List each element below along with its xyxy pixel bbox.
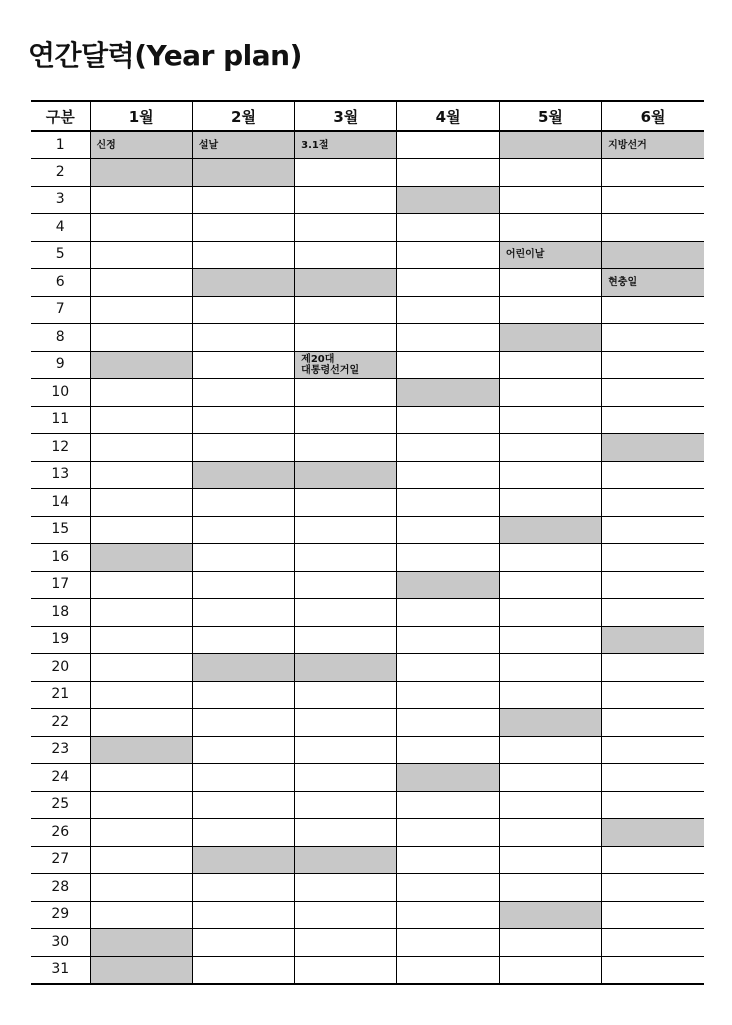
day-cell[interactable] [602, 186, 704, 214]
day-cell[interactable] [192, 461, 294, 489]
day-cell[interactable] [602, 269, 704, 297]
table-row [31, 159, 704, 187]
table-row [31, 434, 704, 462]
day-cell[interactable] [192, 214, 294, 242]
day-number: 25 [31, 791, 90, 819]
day-cell[interactable] [397, 241, 499, 269]
day-cell[interactable] [602, 296, 704, 324]
day-cell[interactable] [295, 681, 397, 709]
table-row [31, 764, 704, 792]
day-cell[interactable] [499, 764, 601, 792]
day-number: 26 [31, 819, 90, 847]
day-cell[interactable] [192, 269, 294, 297]
table-header [31, 101, 704, 131]
day-cell[interactable] [192, 159, 294, 187]
day-cell[interactable] [90, 846, 192, 874]
day-cell[interactable] [90, 324, 192, 352]
day-cell[interactable] [192, 874, 294, 902]
day-cell[interactable] [90, 296, 192, 324]
page-title: 연간달력(Year plan) [28, 39, 302, 72]
day-cell[interactable] [397, 764, 499, 792]
day-number: 19 [31, 626, 90, 654]
day-cell[interactable] [602, 901, 704, 929]
day-cell[interactable] [397, 379, 499, 407]
day-number: 15 [31, 516, 90, 544]
holiday-note: 신정 [96, 139, 116, 151]
day-cell[interactable] [295, 956, 397, 984]
day-cell[interactable] [90, 214, 192, 242]
day-cell[interactable] [192, 186, 294, 214]
day-cell[interactable] [295, 379, 397, 407]
day-cell[interactable] [192, 599, 294, 627]
day-cell[interactable] [192, 929, 294, 957]
day-cell[interactable] [90, 544, 192, 572]
day-cell[interactable] [397, 296, 499, 324]
day-cell[interactable] [499, 159, 601, 187]
year-plan-table [31, 100, 704, 985]
holiday-note: 제20대 대통령선거일 [301, 353, 360, 376]
day-cell[interactable] [90, 241, 192, 269]
day-cell[interactable] [499, 544, 601, 572]
day-cell[interactable] [499, 241, 601, 269]
day-number: 2 [31, 159, 90, 187]
day-cell[interactable] [397, 626, 499, 654]
day-cell[interactable] [602, 131, 704, 159]
day-number: 7 [31, 296, 90, 324]
day-cell[interactable] [295, 516, 397, 544]
day-cell[interactable] [397, 956, 499, 984]
day-cell[interactable] [90, 406, 192, 434]
holiday-note: 3.1절 [301, 139, 329, 151]
day-number: 30 [31, 929, 90, 957]
day-cell[interactable] [499, 296, 601, 324]
day-cell[interactable] [397, 929, 499, 957]
day-cell[interactable] [602, 874, 704, 902]
day-cell[interactable] [295, 324, 397, 352]
day-cell[interactable] [90, 736, 192, 764]
day-number: 22 [31, 709, 90, 737]
day-cell[interactable] [397, 736, 499, 764]
day-cell[interactable] [602, 929, 704, 957]
day-number: 4 [31, 214, 90, 242]
day-cell[interactable] [499, 379, 601, 407]
day-cell[interactable] [295, 131, 397, 159]
day-cell[interactable] [499, 901, 601, 929]
day-cell[interactable] [295, 709, 397, 737]
day-cell[interactable] [192, 241, 294, 269]
day-cell[interactable] [295, 874, 397, 902]
day-cell[interactable] [90, 351, 192, 379]
day-cell[interactable] [192, 709, 294, 737]
day-cell[interactable] [602, 434, 704, 462]
day-number: 14 [31, 489, 90, 517]
day-cell[interactable] [499, 874, 601, 902]
day-cell[interactable] [90, 791, 192, 819]
table-body [31, 131, 704, 984]
table-row [31, 819, 704, 847]
table-row [31, 901, 704, 929]
day-number: 3 [31, 186, 90, 214]
day-cell[interactable] [295, 846, 397, 874]
day-cell[interactable] [90, 131, 192, 159]
day-cell[interactable] [499, 956, 601, 984]
day-cell[interactable] [499, 186, 601, 214]
day-number: 28 [31, 874, 90, 902]
day-cell[interactable] [90, 929, 192, 957]
month-header: 5월 [499, 101, 601, 131]
day-cell[interactable] [499, 709, 601, 737]
day-cell[interactable] [602, 654, 704, 682]
month-header: 6월 [602, 101, 704, 131]
day-cell[interactable] [90, 901, 192, 929]
header-label: 구분 [31, 101, 90, 131]
day-cell[interactable] [602, 544, 704, 572]
day-cell[interactable] [295, 791, 397, 819]
header-row [31, 101, 704, 131]
day-cell[interactable] [90, 681, 192, 709]
table-row [31, 489, 704, 517]
day-cell[interactable] [90, 489, 192, 517]
day-cell[interactable] [499, 571, 601, 599]
day-cell[interactable] [192, 434, 294, 462]
table-row [31, 351, 704, 379]
day-cell[interactable] [499, 351, 601, 379]
day-cell[interactable] [295, 764, 397, 792]
day-cell[interactable] [192, 791, 294, 819]
day-cell[interactable] [397, 599, 499, 627]
day-cell[interactable] [602, 599, 704, 627]
day-cell[interactable] [295, 186, 397, 214]
day-cell[interactable] [295, 406, 397, 434]
day-cell[interactable] [602, 736, 704, 764]
day-cell[interactable] [192, 901, 294, 929]
day-number: 20 [31, 654, 90, 682]
table-row [31, 379, 704, 407]
day-cell[interactable] [602, 819, 704, 847]
holiday-note: 현충일 [608, 276, 638, 288]
table-row [31, 131, 704, 159]
table-row [31, 791, 704, 819]
table-row [31, 874, 704, 902]
day-cell[interactable] [90, 379, 192, 407]
table-row [31, 599, 704, 627]
day-cell[interactable] [192, 324, 294, 352]
table-row [31, 956, 704, 984]
day-cell[interactable] [295, 461, 397, 489]
holiday-note: 지방선거 [608, 139, 647, 151]
day-cell[interactable] [602, 709, 704, 737]
day-cell[interactable] [192, 351, 294, 379]
day-cell[interactable] [602, 461, 704, 489]
day-cell[interactable] [295, 571, 397, 599]
day-cell[interactable] [90, 461, 192, 489]
day-number: 1 [31, 131, 90, 159]
day-number: 9 [31, 351, 90, 379]
month-header: 3월 [295, 101, 397, 131]
day-cell[interactable] [295, 159, 397, 187]
day-cell[interactable] [499, 599, 601, 627]
table-row [31, 241, 704, 269]
table-row [31, 709, 704, 737]
day-cell[interactable] [90, 654, 192, 682]
day-cell[interactable] [397, 214, 499, 242]
day-cell[interactable] [397, 571, 499, 599]
day-cell[interactable] [499, 269, 601, 297]
day-cell[interactable] [499, 819, 601, 847]
day-cell[interactable] [499, 324, 601, 352]
day-cell[interactable] [192, 489, 294, 517]
day-cell[interactable] [90, 709, 192, 737]
day-cell[interactable] [192, 131, 294, 159]
day-cell[interactable] [192, 764, 294, 792]
day-cell[interactable] [397, 186, 499, 214]
table-row [31, 571, 704, 599]
day-cell[interactable] [90, 599, 192, 627]
day-cell[interactable] [602, 681, 704, 709]
day-cell[interactable] [397, 846, 499, 874]
day-cell[interactable] [397, 434, 499, 462]
day-cell[interactable] [397, 544, 499, 572]
day-cell[interactable] [295, 269, 397, 297]
day-cell[interactable] [397, 791, 499, 819]
day-cell[interactable] [397, 709, 499, 737]
day-cell[interactable] [397, 654, 499, 682]
day-number: 27 [31, 846, 90, 874]
day-cell[interactable] [295, 654, 397, 682]
day-cell[interactable] [602, 489, 704, 517]
day-cell[interactable] [397, 516, 499, 544]
day-cell[interactable] [602, 516, 704, 544]
day-number: 31 [31, 956, 90, 984]
table-row [31, 626, 704, 654]
day-cell[interactable] [192, 296, 294, 324]
day-cell[interactable] [90, 764, 192, 792]
day-cell[interactable] [602, 846, 704, 874]
day-cell[interactable] [192, 819, 294, 847]
day-cell[interactable] [295, 599, 397, 627]
day-number: 12 [31, 434, 90, 462]
day-cell[interactable] [397, 681, 499, 709]
day-number: 29 [31, 901, 90, 929]
day-cell[interactable] [295, 489, 397, 517]
day-cell[interactable] [397, 159, 499, 187]
day-cell[interactable] [295, 736, 397, 764]
day-cell[interactable] [397, 351, 499, 379]
day-cell[interactable] [90, 571, 192, 599]
day-cell[interactable] [602, 159, 704, 187]
day-cell[interactable] [90, 819, 192, 847]
day-cell[interactable] [602, 241, 704, 269]
day-cell[interactable] [499, 626, 601, 654]
day-cell[interactable] [499, 434, 601, 462]
day-cell[interactable] [192, 516, 294, 544]
day-cell[interactable] [397, 489, 499, 517]
day-cell[interactable] [295, 901, 397, 929]
day-cell[interactable] [90, 269, 192, 297]
table-row [31, 736, 704, 764]
table-row [31, 516, 704, 544]
day-cell[interactable] [499, 736, 601, 764]
day-cell[interactable] [397, 324, 499, 352]
day-cell[interactable] [192, 654, 294, 682]
day-number: 8 [31, 324, 90, 352]
table-row [31, 214, 704, 242]
day-cell[interactable] [90, 956, 192, 984]
day-cell[interactable] [295, 544, 397, 572]
day-cell[interactable] [499, 681, 601, 709]
table-row [31, 269, 704, 297]
day-cell[interactable] [295, 626, 397, 654]
table-row [31, 296, 704, 324]
day-cell[interactable] [90, 434, 192, 462]
table-row [31, 846, 704, 874]
day-cell[interactable] [295, 241, 397, 269]
day-cell[interactable] [90, 186, 192, 214]
day-number: 16 [31, 544, 90, 572]
day-cell[interactable] [295, 351, 397, 379]
day-number: 6 [31, 269, 90, 297]
day-cell[interactable] [90, 516, 192, 544]
day-cell[interactable] [90, 159, 192, 187]
day-cell[interactable] [499, 461, 601, 489]
day-cell[interactable] [192, 571, 294, 599]
day-cell[interactable] [90, 626, 192, 654]
day-cell[interactable] [499, 516, 601, 544]
day-cell[interactable] [602, 764, 704, 792]
day-cell[interactable] [602, 214, 704, 242]
day-cell[interactable] [397, 461, 499, 489]
day-cell[interactable] [397, 874, 499, 902]
holiday-note: 설날 [198, 139, 219, 151]
day-cell[interactable] [602, 791, 704, 819]
day-cell[interactable] [397, 269, 499, 297]
table-row [31, 186, 704, 214]
table-row [31, 654, 704, 682]
day-cell[interactable] [602, 351, 704, 379]
day-number: 21 [31, 681, 90, 709]
table-row [31, 681, 704, 709]
day-cell[interactable] [602, 324, 704, 352]
month-header: 2월 [192, 101, 294, 131]
table-row [31, 406, 704, 434]
day-cell[interactable] [192, 736, 294, 764]
table-row [31, 929, 704, 957]
day-cell[interactable] [499, 929, 601, 957]
day-cell[interactable] [192, 956, 294, 984]
month-header: 4월 [397, 101, 499, 131]
day-cell[interactable] [90, 874, 192, 902]
day-cell[interactable] [602, 571, 704, 599]
day-number: 18 [31, 599, 90, 627]
table-row [31, 544, 704, 572]
day-cell[interactable] [397, 819, 499, 847]
day-cell[interactable] [397, 131, 499, 159]
day-cell[interactable] [192, 626, 294, 654]
day-cell[interactable] [499, 654, 601, 682]
table-row [31, 324, 704, 352]
day-cell[interactable] [192, 406, 294, 434]
day-cell[interactable] [499, 131, 601, 159]
month-header: 1월 [90, 101, 192, 131]
day-cell[interactable] [295, 214, 397, 242]
day-cell[interactable] [602, 406, 704, 434]
day-number: 23 [31, 736, 90, 764]
day-cell[interactable] [295, 434, 397, 462]
day-cell[interactable] [499, 214, 601, 242]
day-cell[interactable] [192, 681, 294, 709]
day-number: 10 [31, 379, 90, 407]
day-cell[interactable] [499, 406, 601, 434]
day-cell[interactable] [192, 544, 294, 572]
holiday-note: 어린이날 [505, 249, 545, 261]
day-number: 13 [31, 461, 90, 489]
day-number: 5 [31, 241, 90, 269]
day-cell[interactable] [602, 626, 704, 654]
day-cell[interactable] [295, 929, 397, 957]
day-cell[interactable] [602, 956, 704, 984]
table-row [31, 461, 704, 489]
day-cell[interactable] [499, 489, 601, 517]
day-cell[interactable] [499, 791, 601, 819]
day-cell[interactable] [192, 379, 294, 407]
day-cell[interactable] [602, 379, 704, 407]
day-cell[interactable] [192, 846, 294, 874]
day-cell[interactable] [397, 406, 499, 434]
day-number: 24 [31, 764, 90, 792]
day-cell[interactable] [295, 296, 397, 324]
day-cell[interactable] [295, 819, 397, 847]
day-number: 11 [31, 406, 90, 434]
day-number: 17 [31, 571, 90, 599]
day-cell[interactable] [397, 901, 499, 929]
day-cell[interactable] [499, 846, 601, 874]
